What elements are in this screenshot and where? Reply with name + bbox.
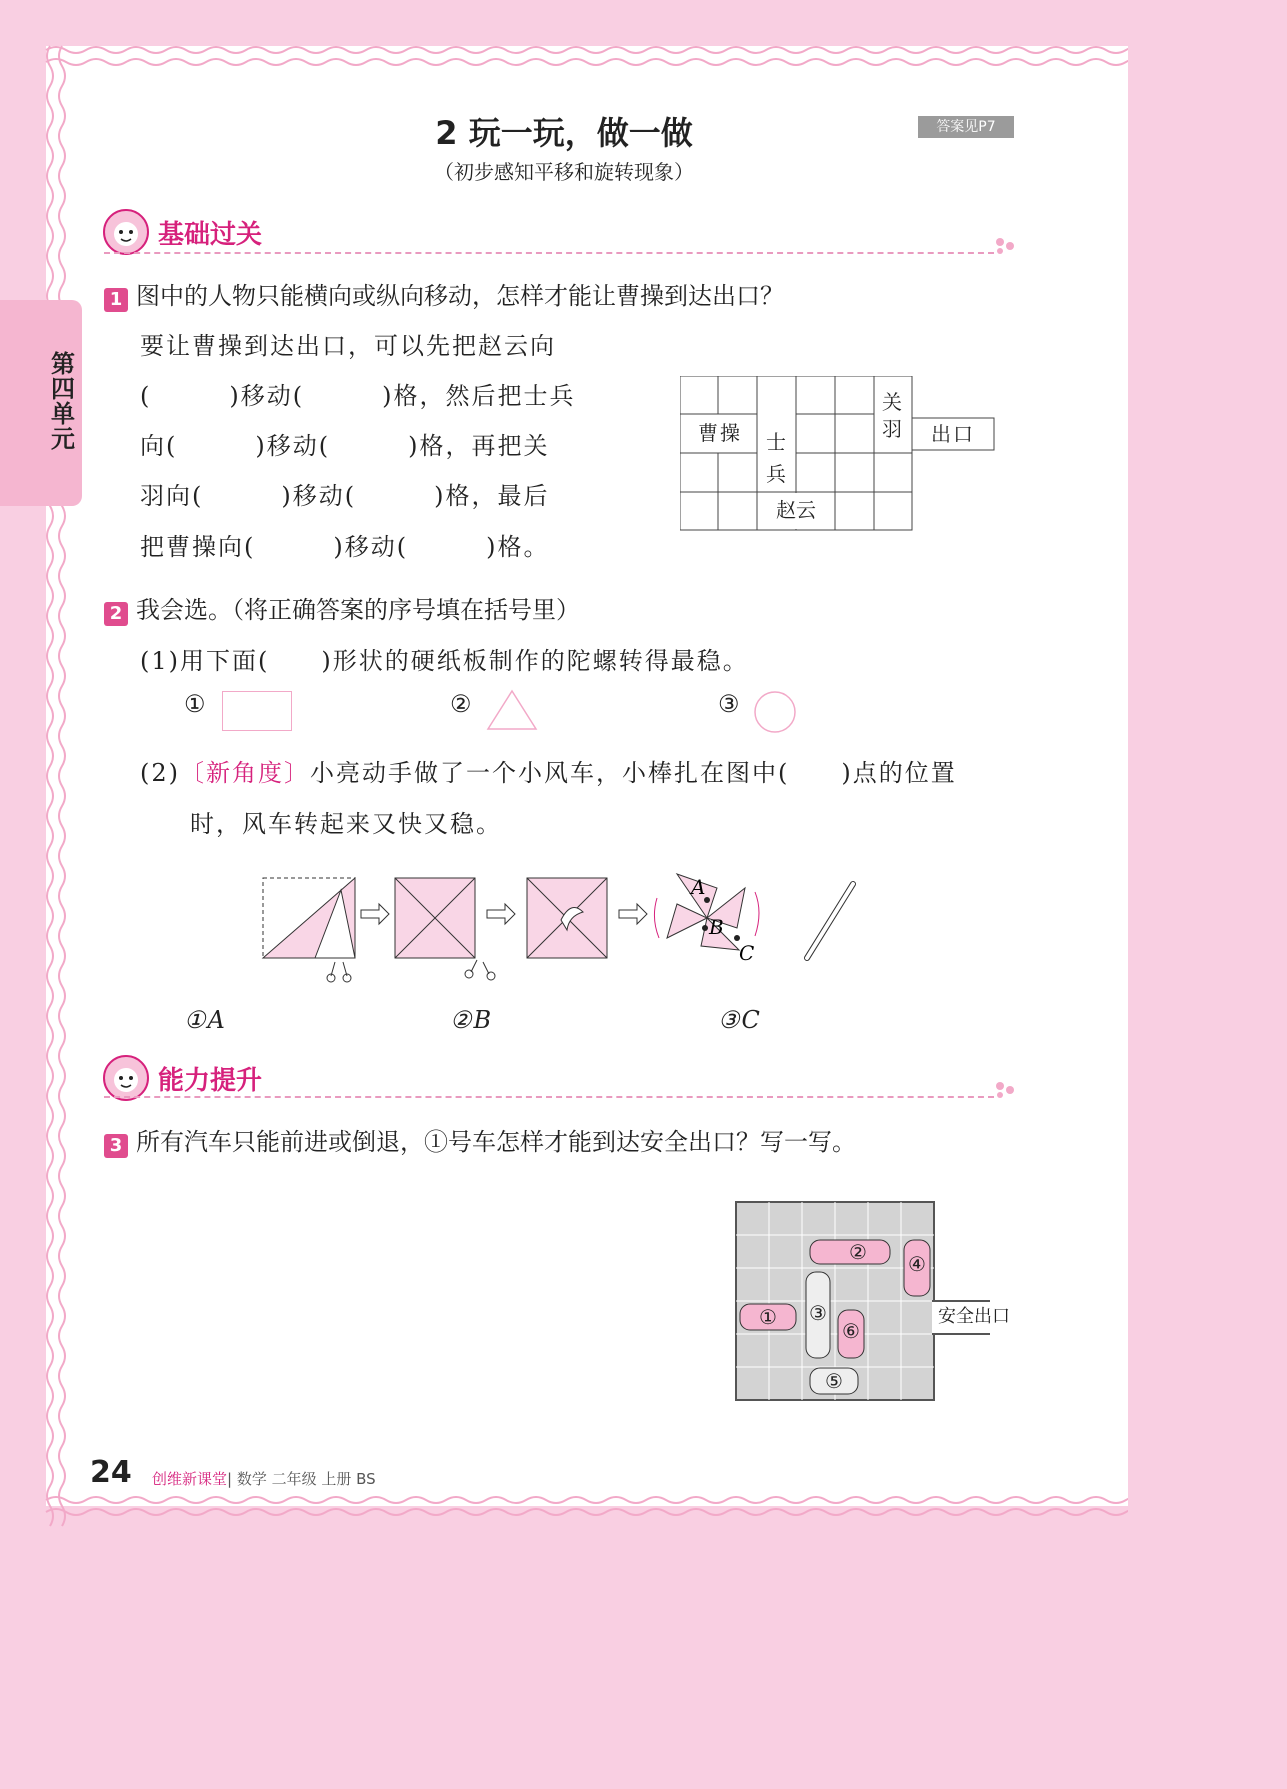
sub-text: 小亮动手做了一个小风车，小棒扎在图中( )点的位置 xyxy=(310,759,957,787)
triangle-shape xyxy=(486,688,538,732)
option-label: ③ xyxy=(718,690,742,718)
question-prompt: 图中的人物只能横向或纵向移动，怎样才能让曹操到达出口？ xyxy=(136,282,784,310)
question-number: 2 xyxy=(104,602,128,626)
pinwheel-steps-illustration xyxy=(255,850,875,990)
footer-info xyxy=(152,1468,376,1489)
q2-sub1: (1)用下面( )形状的硬纸板制作的陀螺转得最稳。 xyxy=(140,647,749,675)
section-title-advanced: 能力提升 xyxy=(158,1066,263,1096)
answer-reference-badge: 答案见P7 xyxy=(918,116,1014,138)
huarong-grid xyxy=(680,376,1000,536)
dots-icon xyxy=(994,236,1018,256)
car-1: ① xyxy=(759,1305,777,1329)
safe-exit-label: 安全出口 xyxy=(938,1306,1010,1327)
option-label: ①A xyxy=(184,1006,227,1034)
car-5: ⑤ xyxy=(825,1369,843,1393)
option-label: ③C xyxy=(718,1006,762,1034)
q2-sub2-line2: 时，风车转起来又快又稳。 xyxy=(190,810,502,838)
mascot-icon xyxy=(102,1054,150,1102)
option-label: ① xyxy=(184,690,208,718)
car-2: ② xyxy=(849,1240,867,1264)
q1-line: 向( )移动( )格，再把关 xyxy=(140,432,550,460)
question-number: 1 xyxy=(104,288,128,312)
lesson-subtitle: （初步感知平移和旋转现象） xyxy=(434,160,694,184)
circle-shape xyxy=(752,690,798,734)
grid-guanyu: 关羽 xyxy=(882,390,902,441)
grid-exit: 出口 xyxy=(931,422,975,446)
question-3 xyxy=(104,1122,856,1158)
option-label: ②B xyxy=(450,1006,494,1034)
parking-puzzle xyxy=(734,1200,1024,1402)
mascot-icon xyxy=(102,208,150,256)
question-number: 3 xyxy=(104,1134,128,1158)
unit-label: 第四单元 xyxy=(51,350,75,453)
car-4: ④ xyxy=(908,1252,926,1276)
section-divider xyxy=(104,1096,994,1098)
question-2 xyxy=(104,590,580,626)
new-angle-tag: 〔新角度〕 xyxy=(180,759,310,787)
grid-caocao: 曹操 xyxy=(698,421,742,445)
point-b-label: B xyxy=(709,915,724,939)
q1-line: 把曹操向( )移动( )格。 xyxy=(140,533,550,561)
q2-sub2 xyxy=(140,753,957,788)
footer-brand: 创维新课堂 xyxy=(152,1470,228,1488)
lesson-title: 2 玩一玩，做一做 xyxy=(435,114,693,152)
question-prompt: 所有汽车只能前进或倒退，①号车怎样才能到达安全出口？写一写。 xyxy=(136,1128,856,1156)
section-title-basic: 基础过关 xyxy=(158,220,263,250)
sub-prefix: (2) xyxy=(140,759,180,787)
question-prompt: 我会选。（将正确答案的序号填在括号里） xyxy=(136,596,580,624)
page-number: 24 xyxy=(90,1455,132,1490)
unit-side-tab xyxy=(0,300,82,506)
option-label: ② xyxy=(450,690,474,718)
point-c-label: C xyxy=(739,941,755,965)
rectangle-shape xyxy=(222,691,292,731)
q1-line: ( )移动( )格，然后把士兵 xyxy=(140,382,576,410)
footer-rest: | 数学 二年级 上册 BS xyxy=(227,1470,376,1488)
point-a-label: A xyxy=(691,875,706,899)
question-1 xyxy=(104,276,784,312)
grid-soldier: 士兵 xyxy=(766,430,786,486)
q1-line: 羽向( )移动( )格，最后 xyxy=(140,482,550,510)
car-6: ⑥ xyxy=(842,1319,860,1343)
q1-line: 要让曹操到达出口，可以先把赵云向 xyxy=(140,332,556,360)
section-divider xyxy=(104,252,994,254)
dots-icon xyxy=(994,1080,1018,1100)
car-3: ③ xyxy=(809,1301,827,1325)
grid-zhaoyun: 赵云 xyxy=(776,498,816,522)
